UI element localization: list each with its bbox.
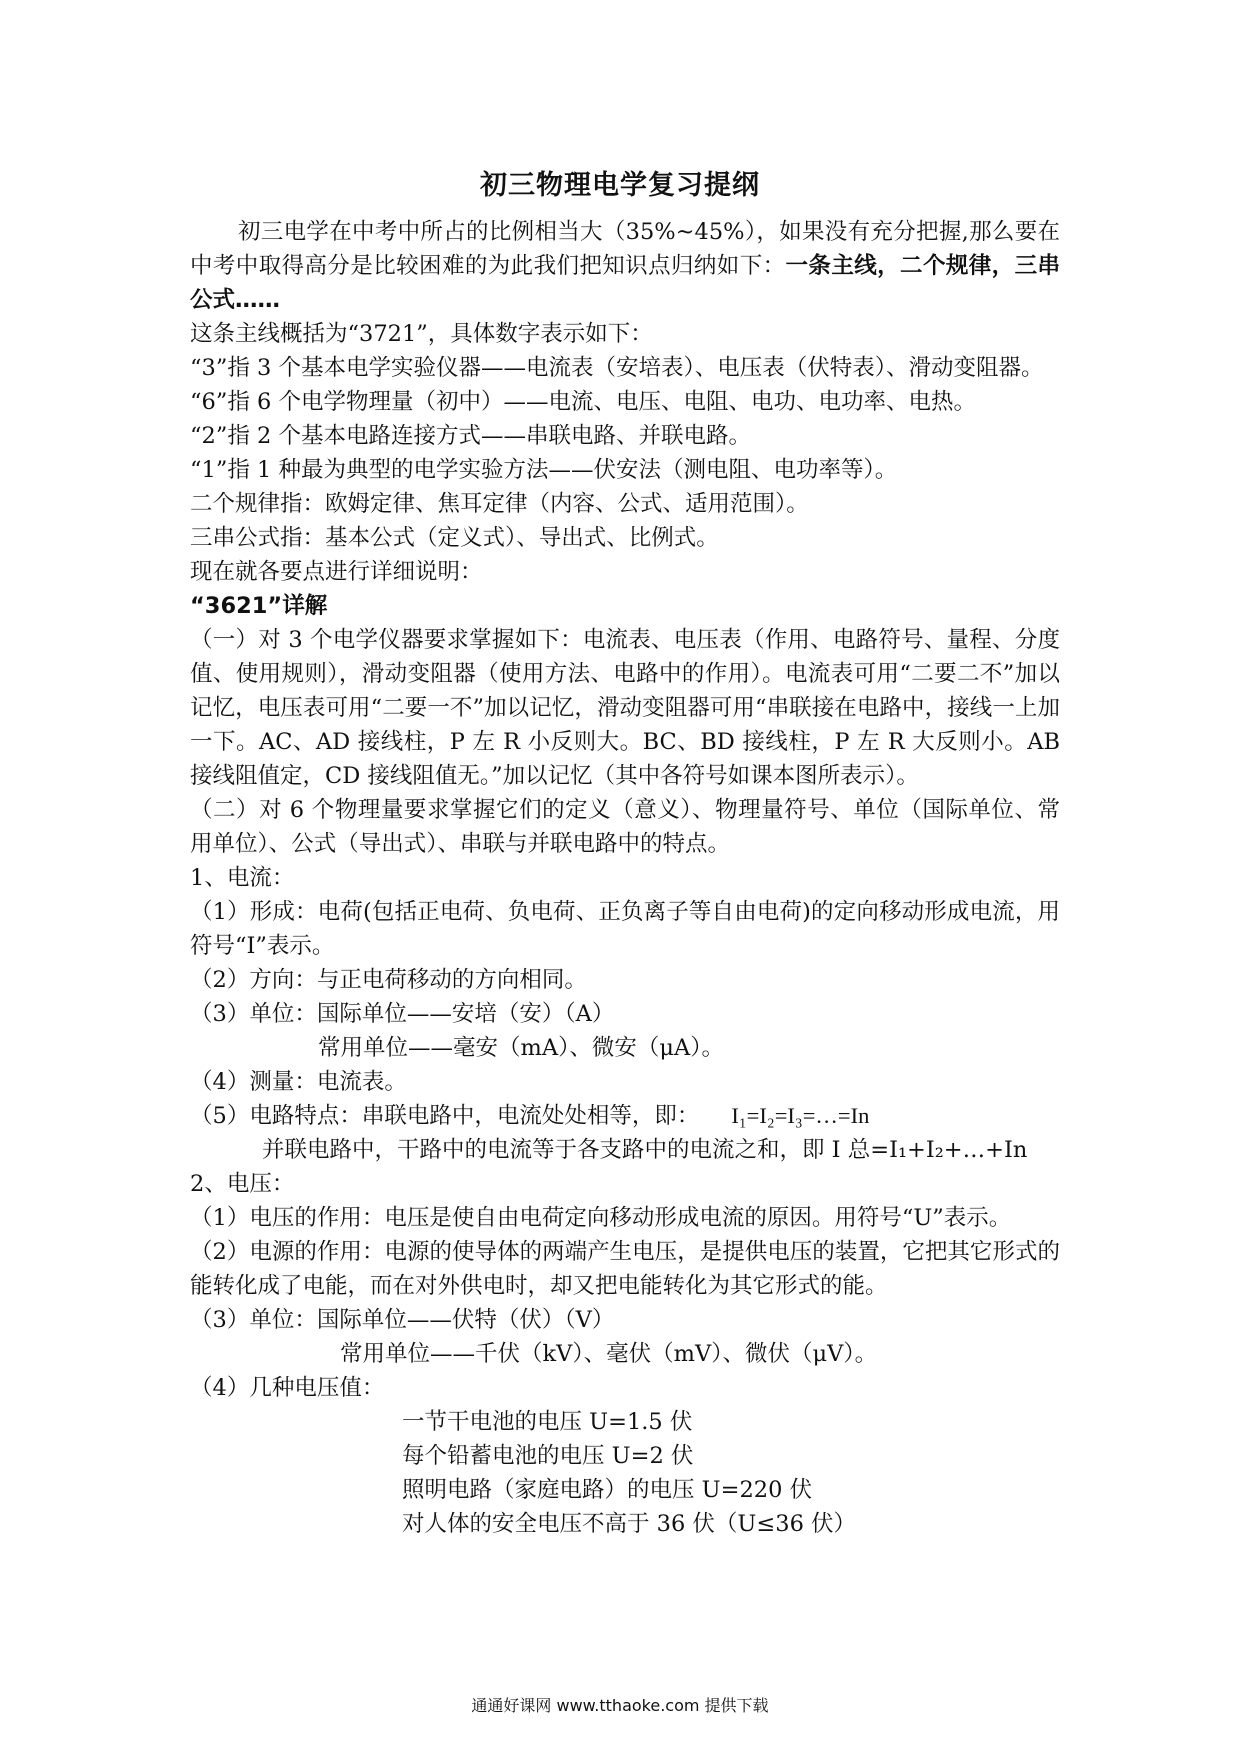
voltage-value-item: 照明电路（家庭电路）的电压 U=220 伏 [402,1477,813,1503]
intro-bold-summary: 一条主线，二个规律，三串公式…… [190,253,1060,313]
section-heading-3621: “3621”详解 [190,593,328,619]
current-measure: （4）测量：电流表。 [190,1069,407,1095]
line-1: “1”指 1 种最为典型的电学实验方法——伏安法（测电阻、电功率等）。 [190,457,898,483]
voltage-unit-common: 常用单位——千伏（kV）、毫伏（mV）、微伏（μV）。 [340,1341,878,1367]
voltage-values-heading: （4）几种电压值： [190,1375,385,1401]
current-formation: （1）形成：电荷(包括正电荷、负电荷、正负离子等自由电荷)的定向移动形成电流，用符号“I”表示。 [190,899,1060,959]
voltage-value-item: 一节干电池的电压 U=1.5 伏 [402,1409,693,1435]
page-footer: 通通好课网 www.tthaoke.com 提供下载 [471,1696,769,1715]
page-title: 初三物理电学复习提纲 [480,170,760,201]
current-parallel-line [190,1133,1060,1167]
series-current-formula: I₁=I₂=I₃=…=In [731,1103,870,1128]
voltage-source: （2）电源的作用：电源的使导体的两端产生电压，是提供电压的装置，它把其它形式的能转化成了电能，而在对外供电时，却又把电能转化为其它形式的能。 [190,1239,1060,1299]
line-6: “6”指 6 个电学物理量（初中）——电流、电压、电阻、电功、电功率、电热。 [190,389,976,415]
intro-paragraph [190,215,1060,317]
current-unit-common: 常用单位——毫安（mA）、微安（μA）。 [318,1035,724,1061]
section-2-paragraph: （二）对 6 个物理量要求掌握它们的定义（意义）、物理量符号、单位（国际单位、常用单位）、公式（导出式）、串联与并联电路中的特点。 [190,797,1060,857]
current-heading: 1、电流： [190,865,295,891]
line-3: “3”指 3 个基本电学实验仪器——电流表（安培表）、电压表（伏特表）、滑动变阻器。 [190,355,1044,381]
current-unit-intl: （3）单位：国际单位——安培（安）（A） [190,1001,615,1027]
document-body [190,215,1060,1541]
voltage-role: （1）电压的作用：电压是使自由电荷定向移动形成电流的原因。用符号“U”表示。 [190,1205,1012,1231]
three-formulas-line: 三串公式指：基本公式（定义式）、导出式、比例式。 [190,525,719,551]
main-line-text: 这条主线概括为“3721”，具体数字表示如下： [190,321,653,347]
line-2: “2”指 2 个基本电路连接方式——串联电路、并联电路。 [190,423,751,449]
voltage-unit-intl: （3）单位：国际单位——伏特（伏）（V） [190,1307,615,1333]
now-explain-line: 现在就各要点进行详细说明： [190,559,483,585]
section-1-paragraph: （一）对 3 个电学仪器要求掌握如下：电流表、电压表（作用、电路符号、量程、分度值、使用规则），滑动变阻器（使用方法、电路中的作用）。电流表可用“二要二不”加以记忆，电压表可用“二要一不”加以记忆，滑动变阻器可用“串联接在电路中，接线一上加一下。AC、AD 接线柱，P 左 R 小反则大。BC、BD 接线柱，P 左 R 大反则小。AB 接线阻值定，CD 接线阻值无。”加以记忆（其中各符号如课本图所表示）。 [190,627,1060,789]
two-laws-line: 二个规律指：欧姆定律、焦耳定律（内容、公式、适用范围）。 [190,491,809,517]
current-parallel-text: 并联电路中，干路中的电流等于各支路中的电流之和，即 [262,1137,825,1163]
voltage-value-item: 每个铅蓄电池的电压 U=2 伏 [402,1443,694,1469]
voltage-heading: 2、电压： [190,1171,295,1197]
current-direction: （2）方向：与正电荷移动的方向相同。 [190,967,587,993]
current-series-label: （5）电路特点：串联电路中，电流处处相等，即： [190,1103,700,1129]
voltage-value-item: 对人体的安全电压不高于 36 伏（U≤36 伏） [402,1511,857,1537]
parallel-current-formula: I 总=I₁+I₂+…+In [831,1137,1028,1163]
current-series-line [190,1099,1060,1133]
intro-text: 初三电学在中考中所占的比例相当大（35%~45%），如果没有充分把握,那么要在中考中取得高分是比较困难的为此我们把知识点归纳如下： [190,219,1060,279]
